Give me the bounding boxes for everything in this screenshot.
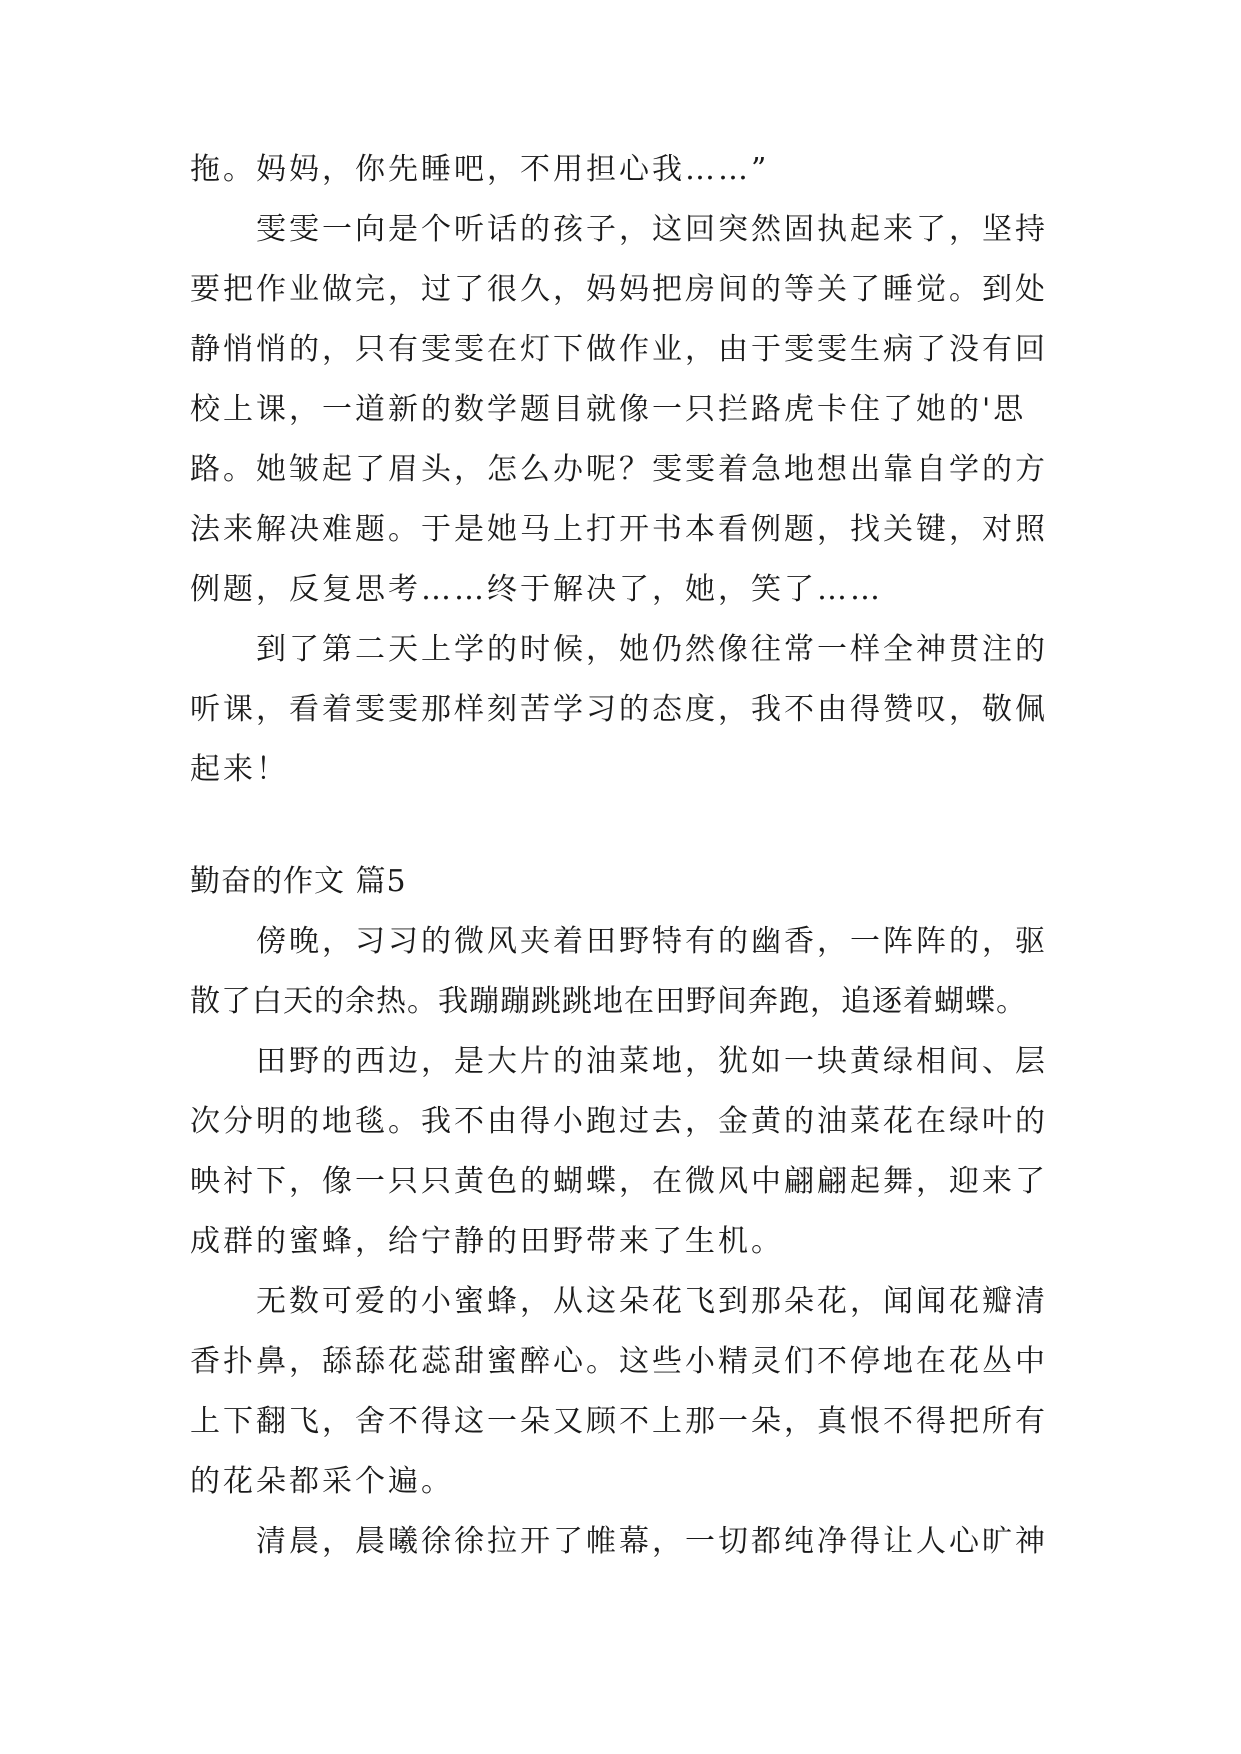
- paragraph-line: 例题，反复思考……终于解决了，她，笑了……: [190, 572, 883, 607]
- paragraph-line: 拖。妈妈，你先睡吧，不用担心我……”: [190, 152, 770, 187]
- paragraph-line: 上下翻飞，舍不得这一朵又顾不上那一朵，真恨不得把所有: [190, 1404, 1048, 1439]
- paragraph-line: 法来解决难题。于是她马上打开书本看例题，找关键，对照: [190, 512, 1048, 547]
- paragraph-line: 起来！: [190, 752, 289, 787]
- paragraph-line: 听课，看着雯雯那样刻苦学习的态度，我不由得赞叹，敬佩: [190, 692, 1048, 727]
- paragraph-line: 香扑鼻，舔舔花蕊甜蜜醉心。这些小精灵们不停地在花丛中: [190, 1344, 1048, 1379]
- paragraph-line: 次分明的地毯。我不由得小跑过去，金黄的油菜花在绿叶的: [190, 1104, 1048, 1139]
- paragraph-line: 成群的蜜蜂，给宁静的田野带来了生机。: [190, 1224, 784, 1259]
- section-essay-5: [190, 852, 1060, 1572]
- paragraph-line: 静悄悄的，只有雯雯在灯下做作业，由于雯雯生病了没有回: [190, 332, 1048, 367]
- paragraph-line: 到了第二天上学的时候，她仍然像往常一样全神贯注的: [256, 632, 1048, 667]
- paragraph-line: 路。她皱起了眉头，怎么办呢？雯雯着急地想出靠自学的方: [190, 452, 1048, 487]
- paragraph-line: 清晨，晨曦徐徐拉开了帷幕，一切都纯净得让人心旷神: [256, 1524, 1048, 1559]
- paragraph-line: 映衬下，像一只只黄色的蝴蝶，在微风中翩翩起舞，迎来了: [190, 1164, 1048, 1199]
- paragraph-line: 无数可爱的小蜜蜂，从这朵花飞到那朵花，闻闻花瓣清: [256, 1284, 1048, 1319]
- paragraph-line: 傍晚，习习的微风夹着田野特有的幽香，一阵阵的，驱: [256, 924, 1048, 959]
- paragraph-line: 散了白天的余热。我蹦蹦跳跳地在田野间奔跑，追逐着蝴蝶。: [190, 984, 1027, 1019]
- paragraph-line: 校上课，一道新的数学题目就像一只拦路虎卡住了她的'思: [190, 392, 1027, 427]
- paragraph-line: 的花朵都采个遍。: [190, 1464, 454, 1499]
- section-continued-story: [190, 140, 1060, 800]
- paragraph-line: 雯雯一向是个听话的孩子，这回突然固执起来了，坚持: [256, 212, 1048, 247]
- section-heading: 勤奋的作文 篇5: [190, 864, 407, 899]
- paragraph-line: 田野的西边，是大片的油菜地，犹如一块黄绿相间、层: [256, 1044, 1048, 1079]
- paragraph-line: 要把作业做完，过了很久，妈妈把房间的等关了睡觉。到处: [190, 272, 1048, 307]
